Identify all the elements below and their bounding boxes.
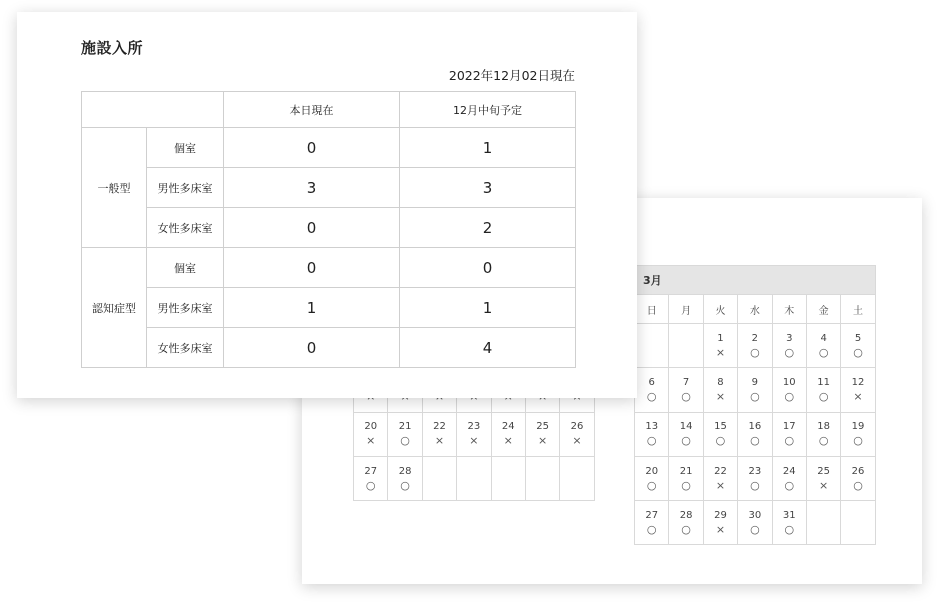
availability-mark: ○: [750, 478, 760, 492]
availability-mark: ×: [503, 434, 513, 448]
calendar-week-row: [635, 368, 876, 412]
calendar-day-cell: [669, 412, 703, 456]
availability-mark: ○: [681, 522, 691, 536]
day-number: 28: [398, 465, 412, 477]
calendar-day-cell: [525, 412, 559, 456]
availability-mark: ○: [681, 434, 691, 448]
day-number: 27: [364, 465, 378, 477]
calendar-day-cell: [806, 412, 840, 456]
header-planned: 12月中旬予定: [400, 92, 576, 128]
calendar-day-cell: [738, 501, 772, 545]
calendar-week-row: [354, 456, 595, 500]
availability-mark: ×: [715, 522, 726, 536]
group-label: 認知症型: [82, 248, 147, 368]
availability-mark: ×: [366, 434, 376, 448]
availability-mark: ○: [715, 434, 726, 448]
day-number: 12: [851, 376, 865, 388]
table-header-row: [82, 92, 576, 128]
availability-mark: ○: [646, 434, 657, 448]
calendar-day-cell: [738, 412, 772, 456]
day-number: 2: [751, 332, 759, 344]
calendar-day-cell: [703, 501, 737, 545]
calendar-day-cell: [772, 456, 806, 500]
availability-mark: ○: [681, 389, 691, 403]
calendar-day-cell: [738, 456, 772, 500]
availability-mark: ×: [819, 478, 829, 492]
availability-mark: ×: [469, 434, 479, 448]
availability-mark: ○: [853, 434, 863, 448]
day-number: 28: [679, 509, 693, 521]
day-number: 4: [820, 332, 827, 344]
availability-mark: ○: [750, 434, 760, 448]
calendar-day-cell: [772, 368, 806, 412]
group-label: 一般型: [82, 128, 147, 248]
availability-mark: ○: [818, 434, 829, 448]
day-number: 10: [782, 376, 796, 388]
calendar-day-cell: [669, 368, 703, 412]
availability-mark: ×: [434, 434, 445, 448]
day-number: 24: [501, 421, 515, 433]
calendar-day-cell: [354, 412, 388, 456]
weekday-label: 月: [669, 295, 703, 324]
calendar-day-cell: [525, 456, 559, 500]
day-number: 13: [645, 421, 659, 433]
calendar-week-row: [635, 456, 876, 500]
availability-mark: ○: [853, 345, 863, 359]
calendar-day-cell: [635, 501, 669, 545]
availability-mark: ○: [818, 389, 829, 403]
availability-mark: ○: [646, 522, 657, 536]
availability-mark: ○: [818, 345, 829, 359]
room-type: 女性多床室: [147, 208, 224, 248]
today-count: 1: [224, 288, 400, 328]
table-row: [82, 288, 576, 328]
facility-sheet: [17, 12, 637, 398]
today-count: 0: [224, 128, 400, 168]
weekday-label: 金: [806, 295, 840, 324]
calendar-day-cell: [491, 412, 525, 456]
today-count: 0: [224, 248, 400, 288]
table-row: [82, 168, 576, 208]
calendar-day-cell: [841, 412, 875, 456]
availability-mark: ○: [784, 522, 795, 536]
calendar-day-cell: [669, 501, 703, 545]
day-number: 7: [682, 376, 690, 388]
availability-mark: ○: [750, 389, 760, 403]
day-number: 23: [467, 421, 481, 433]
calendar-day-cell: [388, 456, 422, 500]
calendar-week-row: [635, 324, 876, 368]
day-number: 19: [851, 421, 865, 433]
availability-mark: ×: [538, 434, 548, 448]
day-number: 16: [748, 421, 762, 433]
header-today: 本日現在: [224, 92, 400, 128]
planned-count: 0: [400, 248, 576, 288]
calendar-week-row: [635, 501, 876, 545]
calendar-month-title: 3月: [635, 266, 876, 295]
today-count: 0: [224, 208, 400, 248]
day-number: 9: [751, 376, 759, 388]
calendar-day-cell: [703, 324, 737, 368]
today-count: 0: [224, 328, 400, 368]
day-number: 26: [851, 465, 865, 477]
availability-mark: ×: [572, 434, 582, 448]
calendar-day-cell: [635, 412, 669, 456]
day-number: 18: [817, 421, 831, 433]
weekday-label: 火: [703, 295, 737, 324]
room-type: 男性多床室: [147, 288, 224, 328]
availability-mark: ○: [784, 345, 795, 359]
calendar-day-cell: [491, 456, 525, 500]
calendar-day-cell: [738, 324, 772, 368]
calendar-march: [634, 265, 876, 545]
calendar-day-cell: [703, 412, 737, 456]
day-number: 3: [786, 332, 793, 344]
room-type: 男性多床室: [147, 168, 224, 208]
day-number: 27: [645, 509, 659, 521]
day-number: 23: [748, 465, 762, 477]
calendar-day-cell: [841, 456, 875, 500]
weekday-label: 土: [841, 295, 875, 324]
calendar-day-cell: [457, 412, 491, 456]
calendar-day-cell: [669, 456, 703, 500]
day-number: 25: [817, 465, 831, 477]
calendar-day-cell: [806, 324, 840, 368]
availability-mark: ○: [400, 478, 410, 492]
calendar-day-cell: [772, 324, 806, 368]
table-row: [82, 208, 576, 248]
weekday-row: [635, 295, 876, 324]
occupancy-table: [81, 91, 576, 368]
day-number: 20: [364, 421, 378, 433]
weekday-label: 日: [635, 295, 669, 324]
planned-count: 1: [400, 128, 576, 168]
calendar-day-cell: [772, 501, 806, 545]
calendar-day-cell: [635, 368, 669, 412]
table-row: [82, 128, 576, 168]
calendar-day-cell: [772, 412, 806, 456]
calendar-week-row: [354, 412, 595, 456]
calendar-day-cell: [560, 456, 594, 500]
room-type: 個室: [147, 128, 224, 168]
header-blank: [82, 92, 224, 128]
day-number: 1: [717, 332, 724, 344]
as-of-date: 2022年12月02日現在: [448, 68, 575, 83]
availability-mark: ×: [715, 345, 726, 359]
room-type: 個室: [147, 248, 224, 288]
day-number: 17: [782, 421, 796, 433]
calendar-day-cell: [703, 368, 737, 412]
day-number: 14: [679, 421, 693, 433]
availability-mark: ○: [784, 434, 795, 448]
planned-count: 3: [400, 168, 576, 208]
availability-mark: ○: [784, 389, 795, 403]
day-number: 21: [398, 421, 412, 433]
calendar-day-cell: [560, 412, 594, 456]
day-number: 22: [714, 465, 727, 477]
day-number: 29: [714, 509, 727, 521]
availability-mark: ○: [646, 389, 657, 403]
calendar-day-cell: [806, 456, 840, 500]
availability-mark: ○: [750, 345, 760, 359]
calendar-week-row: [635, 412, 876, 456]
page-title: 施設入所: [81, 39, 144, 57]
day-number: 8: [717, 376, 724, 388]
availability-mark: ×: [715, 478, 726, 492]
availability-mark: ×: [853, 389, 863, 403]
availability-mark: ○: [365, 478, 376, 492]
day-number: 20: [645, 465, 659, 477]
calendar-day-cell: [354, 456, 388, 500]
day-number: 24: [782, 465, 796, 477]
weekday-label: 水: [738, 295, 772, 324]
day-number: 11: [817, 376, 831, 388]
calendar-day-cell: [422, 412, 456, 456]
table-row: [82, 248, 576, 288]
planned-count: 1: [400, 288, 576, 328]
day-number: 5: [854, 332, 862, 344]
calendar-march-body: [635, 324, 876, 545]
calendar-day-cell: [422, 456, 456, 500]
day-number: 22: [433, 421, 446, 433]
availability-mark: ×: [715, 389, 726, 403]
calendar-day-cell: [703, 456, 737, 500]
day-number: 31: [782, 509, 796, 521]
availability-mark: ○: [400, 434, 410, 448]
calendar-day-cell: [635, 456, 669, 500]
calendar-day-cell: [841, 501, 875, 545]
day-number: 25: [536, 421, 550, 433]
calendar-day-cell: [841, 324, 875, 368]
calendar-day-cell: [635, 324, 669, 368]
day-number: 15: [714, 421, 727, 433]
today-count: 3: [224, 168, 400, 208]
calendar-day-cell: [388, 412, 422, 456]
planned-count: 4: [400, 328, 576, 368]
room-type: 女性多床室: [147, 328, 224, 368]
planned-count: 2: [400, 208, 576, 248]
availability-mark: ○: [681, 478, 691, 492]
day-number: 21: [679, 465, 693, 477]
availability-mark: ○: [853, 478, 863, 492]
day-number: 6: [648, 376, 655, 388]
table-row: [82, 328, 576, 368]
weekday-label: 木: [772, 295, 806, 324]
calendar-day-cell: [841, 368, 875, 412]
calendar-day-cell: [806, 501, 840, 545]
availability-mark: ○: [750, 522, 760, 536]
calendar-day-cell: [457, 456, 491, 500]
calendar-day-cell: [806, 368, 840, 412]
calendar-day-cell: [738, 368, 772, 412]
day-number: 26: [570, 421, 584, 433]
calendar-day-cell: [669, 324, 703, 368]
availability-mark: ○: [646, 478, 657, 492]
availability-mark: ○: [784, 478, 795, 492]
day-number: 30: [748, 509, 762, 521]
